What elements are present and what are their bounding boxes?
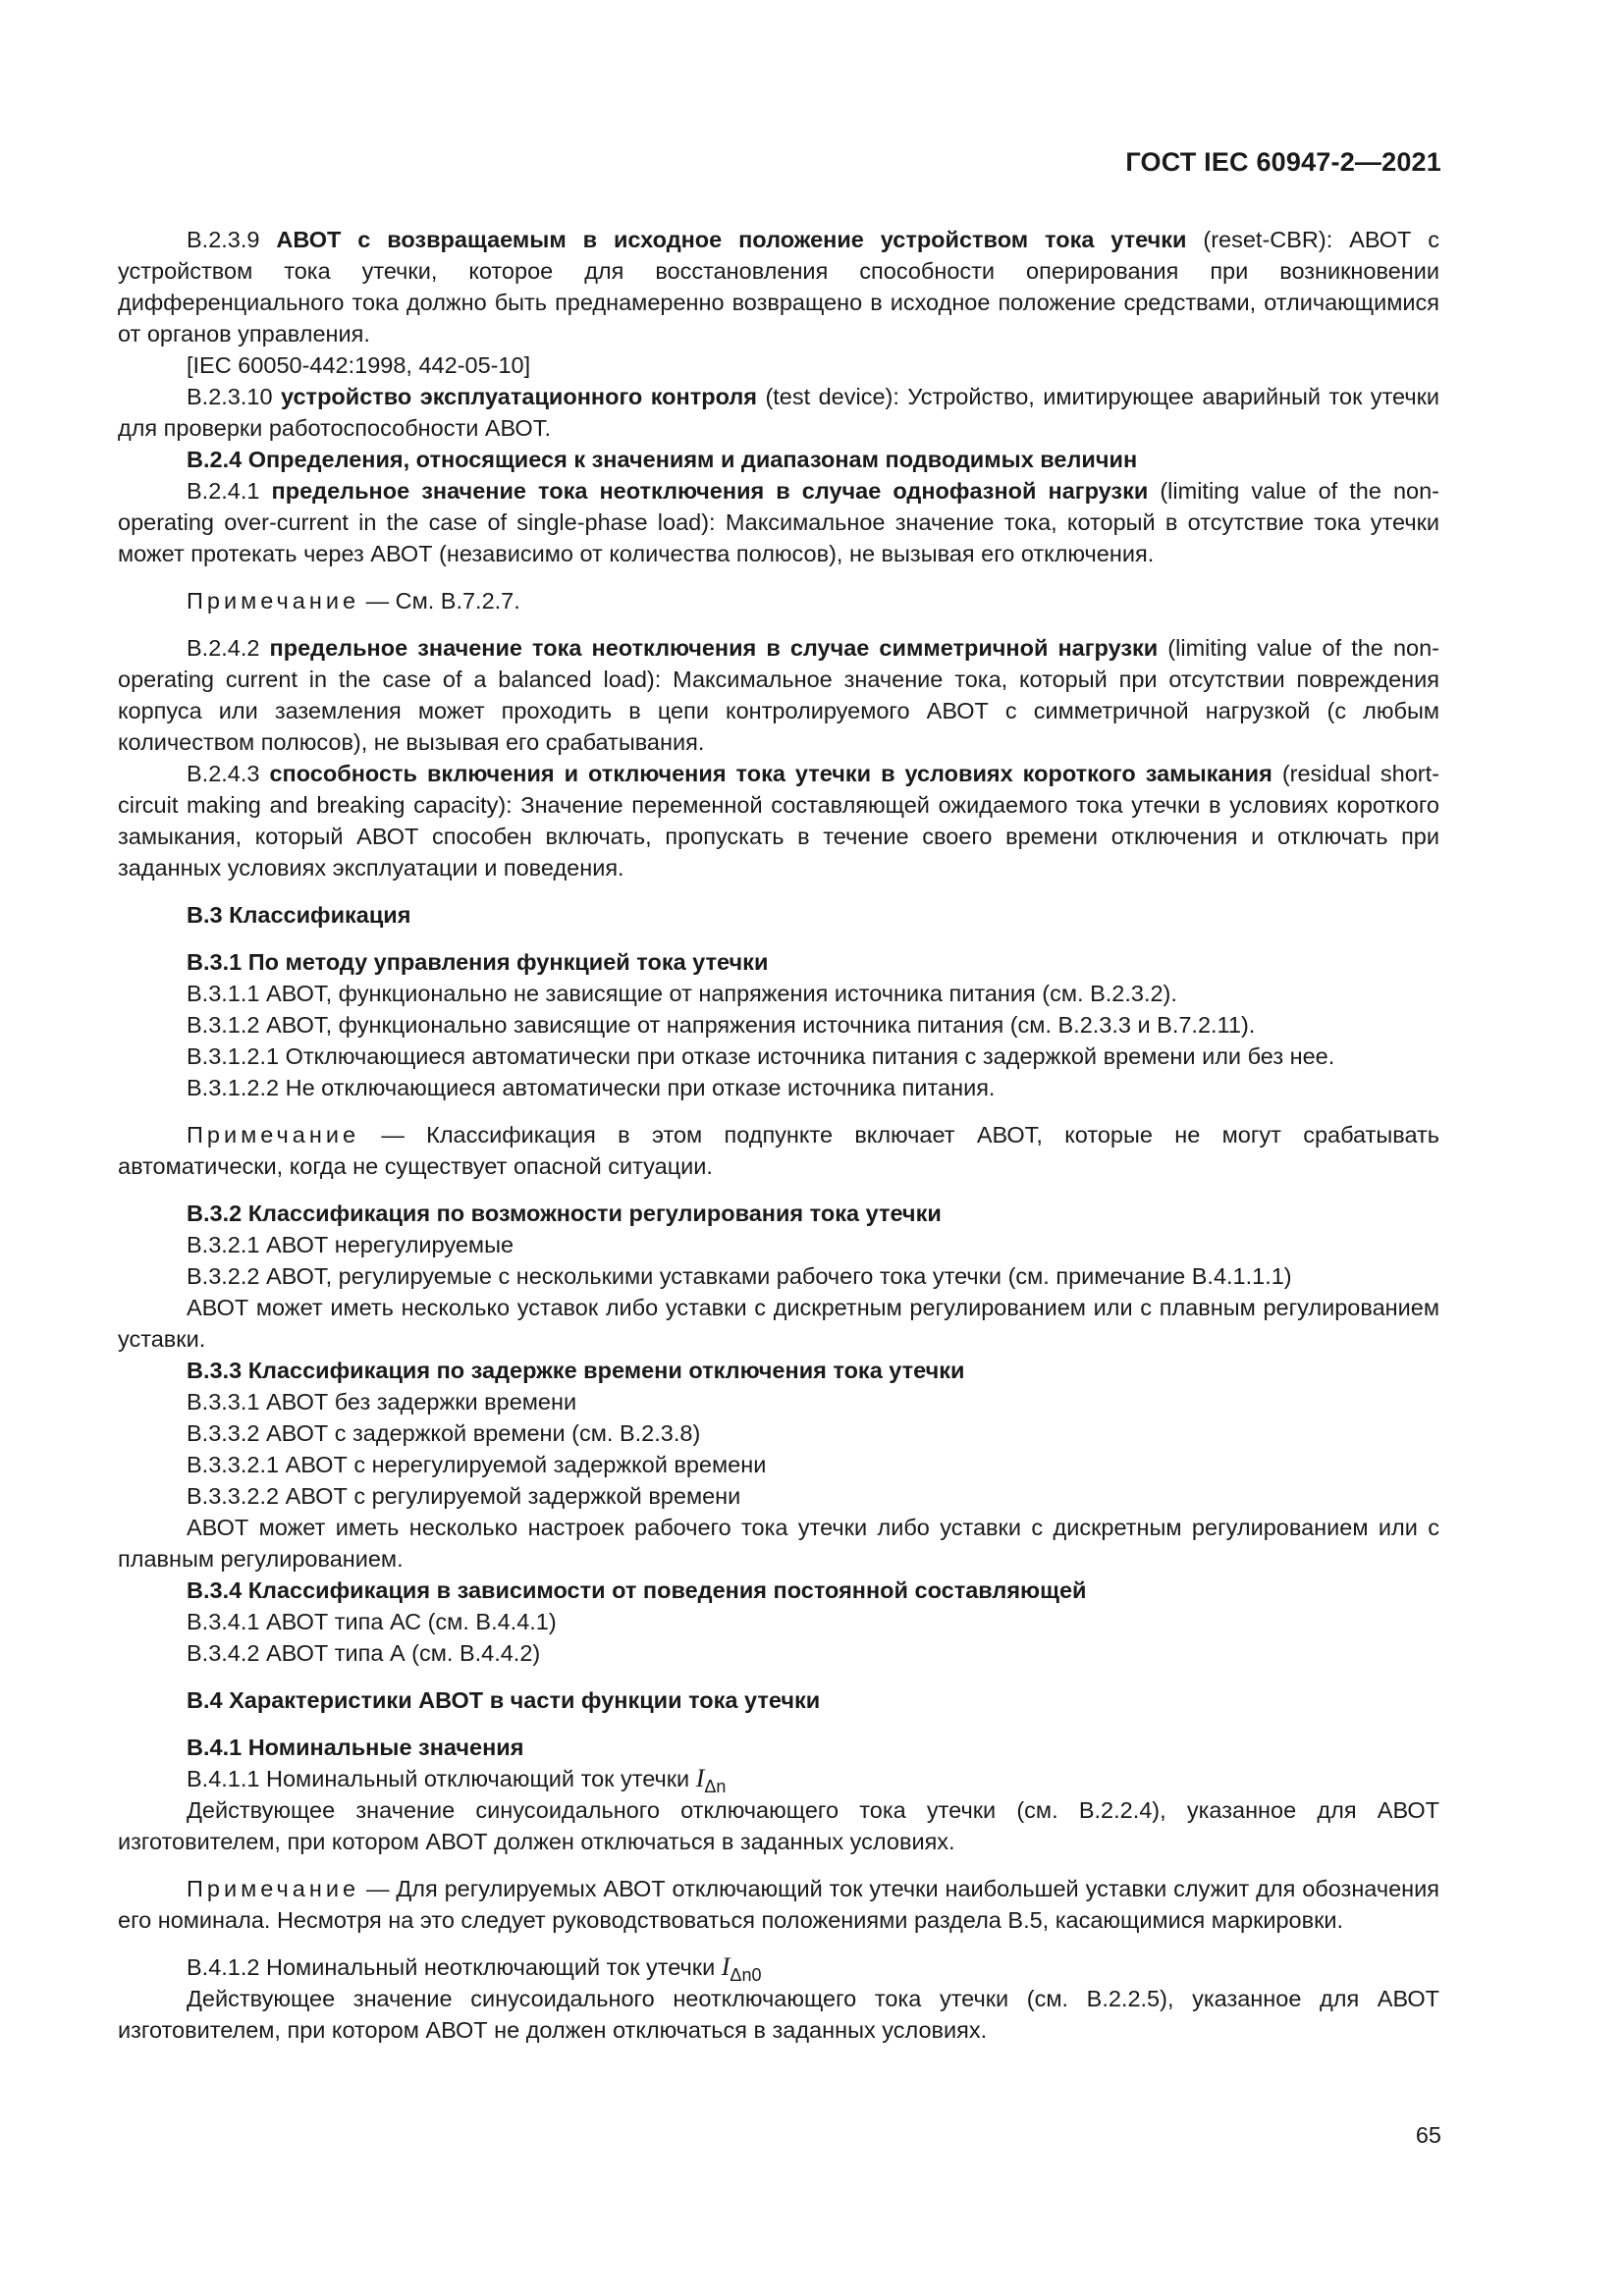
clause-b411: B.4.1.1 Номинальный отключающий ток утечки $I_{\Delta n}$: [187, 1764, 727, 1796]
heading-b33: B.3.3 Классификация по задержке времени отключения тока утечки: [187, 1358, 965, 1383]
clause-b311: B.3.1.1 АВОТ, функционально не зависящие от напряжения источника питания (см. B.2.3.2).: [187, 981, 1177, 1006]
clause-b241: B.2.4.1 предельное значение тока неотключения в случае однофазной нагрузки (limiting value of the non-operating over-current in the case of single-phase load): Максимальное значение тока, который в отсутствие тока утечки может протекать через АВОТ (независимо от количества полюсов), не вызывая его отключения.: [118, 478, 1440, 566]
clause-b321: B.3.2.1 АВОТ нерегулируемые: [187, 1232, 514, 1257]
term: предельное значение тока неотключения в случае однофазной нагрузки: [271, 478, 1149, 504]
note-3: Примечание — Для регулируемых АВОТ отключающий ток утечки наибольшей уставки служит для обозначения его номинала. Несмотря на это следует руководствоваться положениями раздела B.5, касающимися маркировки.: [118, 1876, 1439, 1933]
note-label: Примечание: [187, 588, 360, 614]
symbol: I: [721, 1952, 731, 1981]
clause-b411-desc: Действующее значение синусоидального отключающего тока утечки (см. B.2.2.4), указанное для АВОТ изготовителем, при котором АВОТ должен отключаться в заданных условиях.: [118, 1797, 1439, 1854]
clause-b322-text: АВОТ может иметь несколько уставок либо уставки с дискретным регулированием или с плавным регулированием уставки.: [118, 1295, 1439, 1352]
clause-b2310: B.2.3.10 устройство эксплуатационного контроля (test device): Устройство, имитирующее аварийный ток утечки для проверки работоспособности АВОТ.: [118, 384, 1439, 441]
clause-b341: B.3.4.1 АВОТ типа АС (см. B.4.4.1): [187, 1609, 557, 1634]
standard-header: ГОСТ IEC 60947-2—2021: [1125, 147, 1441, 177]
heading-b3: B.3 Классификация: [187, 902, 411, 928]
clause-b3121: B.3.1.2.1 Отключающиеся автоматически при отказе источника питания с задержкой времени или без нее.: [187, 1043, 1335, 1069]
clause-b412-desc: Действующее значение синусоидального неотключающего тока утечки (см. B.2.2.5), указанное для АВОТ изготовителем, при котором АВОТ не должен отключаться в заданных условиях.: [118, 1986, 1439, 2043]
heading-b4: B.4 Характеристики АВОТ в части функции тока утечки: [187, 1687, 821, 1713]
note-2: Примечание — Классификация в этом подпункте включает АВОТ, которые не могут срабатывать автоматически, когда не существует опасной ситуации.: [118, 1122, 1440, 1179]
document-body: [118, 224, 1439, 2046]
clause-b332: B.3.3.2 АВОТ с задержкой времени (см. B.2.3.8): [187, 1420, 701, 1446]
clause-b3321: B.3.3.2.1 АВОТ с нерегулируемой задержкой времени: [187, 1452, 767, 1477]
note-1: Примечание — См. B.7.2.7.: [187, 588, 520, 614]
heading-b32: B.3.2 Классификация по возможности регулирования тока утечки: [187, 1201, 942, 1226]
heading-b31: B.3.1 По методу управления функцией тока утечки: [187, 949, 769, 975]
heading-b41: B.4.1 Номинальные значения: [187, 1735, 524, 1760]
clause-b242: B.2.4.2 предельное значение тока неотключения в случае симметричной нагрузки (limiting value of the non-operating current in the case of a balanced load): Максимальное значение тока, который при отсутствии повреждения корпуса или заземления может проходить в цепи контролируемого АВОТ с симметричной нагрузкой (с любым количеством полюсов), не вызывая его срабатывания.: [118, 635, 1439, 755]
symbol-subscript: Δn: [704, 1777, 727, 1796]
term: способность включения и отключения тока утечки в условиях короткого замыкания: [269, 761, 1272, 786]
clause-b243: B.2.4.3 способность включения и отключения тока утечки в условиях короткого замыкания (residual short-circuit making and breaking capacity): Значение переменной составляющей ожидаемого тока утечки в условиях короткого замыкания, который АВОТ способен включать, пропускать в течение своего времени отключения и отключать при заданных условиях эксплуатации и поведения.: [118, 761, 1439, 881]
symbol: I: [695, 1764, 705, 1792]
clause-b3322: B.3.3.2.2 АВОТ с регулируемой задержкой времени: [187, 1483, 741, 1509]
term: предельное значение тока неотключения в случае симметричной нагрузки: [269, 635, 1159, 661]
term: АВОТ с возвращаемым в исходное положение устройством тока утечки: [276, 227, 1187, 252]
clause-b342: B.3.4.2 АВОТ типа А (см. B.4.4.2): [187, 1640, 541, 1666]
clause-b3122: B.3.1.2.2 Не отключающиеся автоматически при отказе источника питания.: [187, 1075, 996, 1100]
note-label: Примечание: [187, 1122, 360, 1148]
page-number: 65: [1415, 2122, 1441, 2148]
clause-b239: B.2.3.9 АВОТ с возвращаемым в исходное положение устройством тока утечки (reset-CBR): АВОТ с устройством тока утечки, которое для восстановления способности оперирования при возникновении дифференциального тока должно быть преднамеренно возвращено в исходное положение средствами, отличающимися от органов управления.: [118, 227, 1439, 347]
clause-b322: B.3.2.2 АВОТ, регулируемые с несколькими уставками рабочего тока утечки (см. примечание B.4.1.1.1): [187, 1263, 1292, 1289]
clause-b312: B.3.1.2 АВОТ, функционально зависящие от напряжения источника питания (см. B.2.3.3 и B.7.2.11).: [187, 1012, 1256, 1038]
clause-b331: B.3.3.1 АВОТ без задержки времени: [187, 1389, 577, 1415]
heading-b24: B.2.4 Определения, относящиеся к значениям и диапазонам подводимых величин: [187, 447, 1138, 472]
note-label: Примечание: [187, 1876, 360, 1901]
symbol-subscript: Δn0: [730, 1965, 762, 1985]
heading-b34: B.3.4 Классификация в зависимости от поведения постоянной составляющей: [187, 1577, 1087, 1603]
clause-b3322-text: АВОТ может иметь несколько настроек рабочего тока утечки либо уставки с дискретным регулированием или с плавным регулированием.: [118, 1515, 1439, 1572]
clause-b412: B.4.1.2 Номинальный неотключающий ток утечки $I_{\Delta n0}$: [187, 1952, 762, 1985]
reference: [IEC 60050-442:1998, 442-05-10]: [187, 352, 531, 378]
term: устройство эксплуатационного контроля: [281, 384, 757, 409]
